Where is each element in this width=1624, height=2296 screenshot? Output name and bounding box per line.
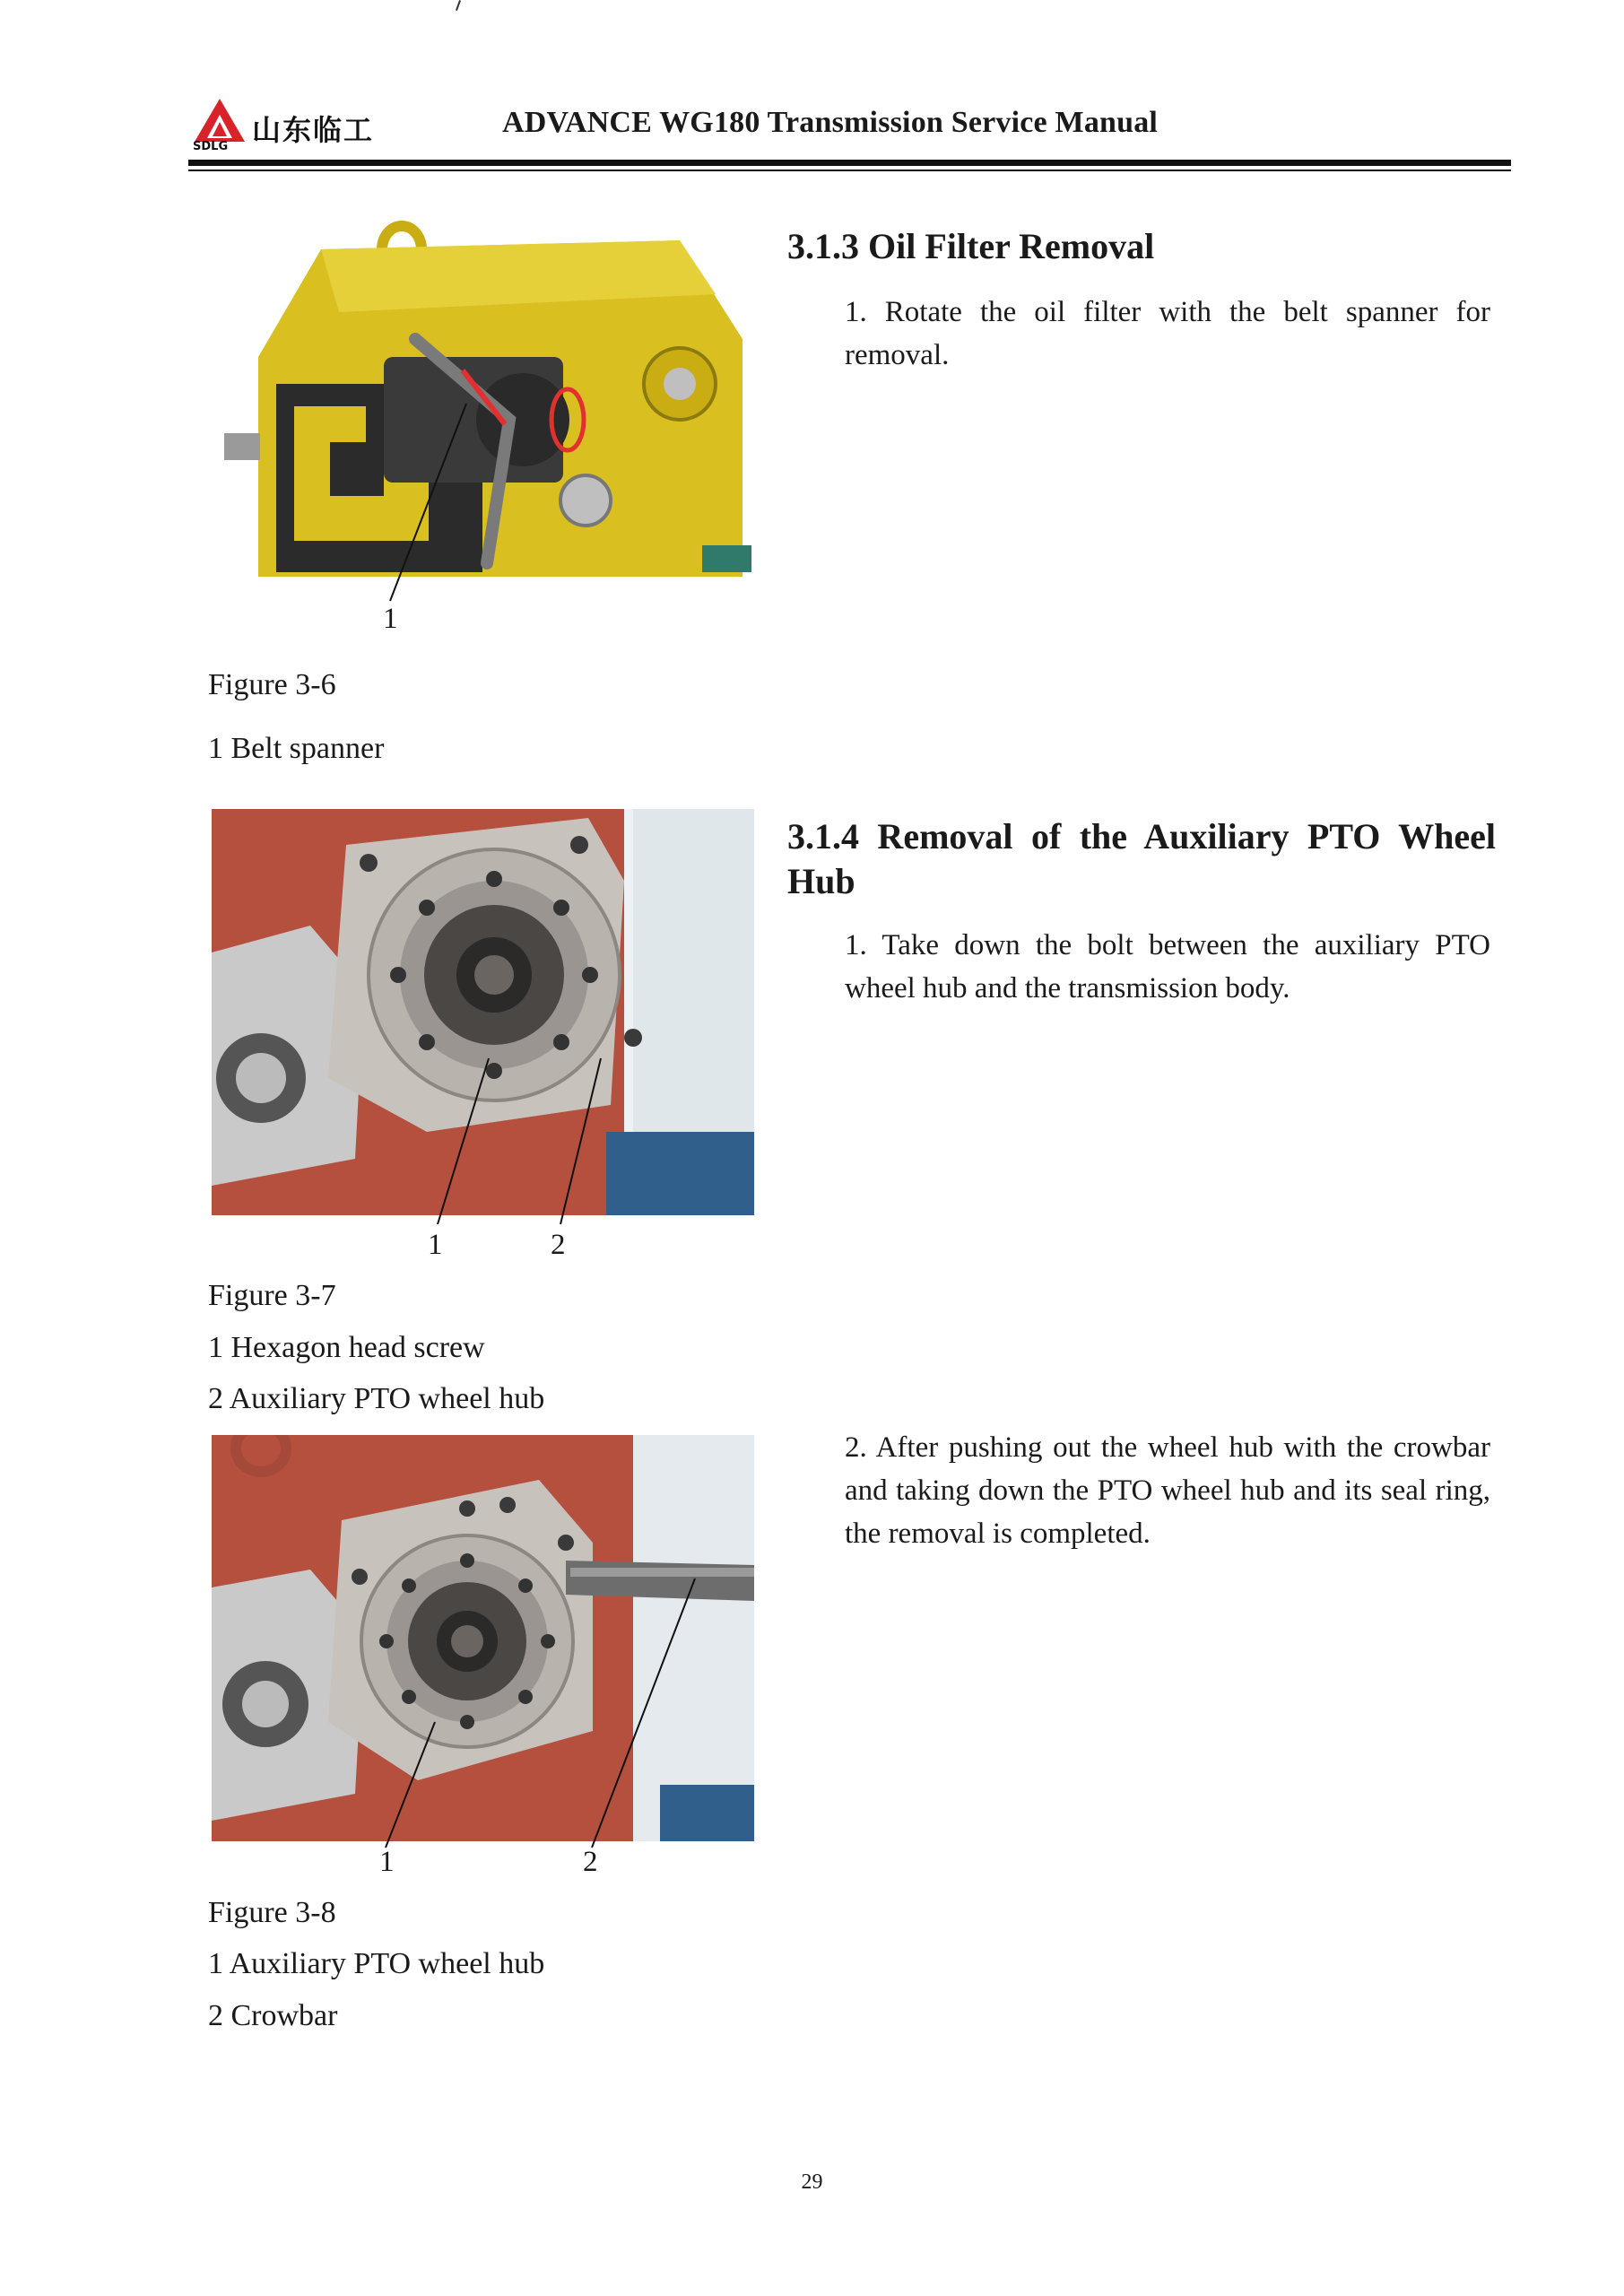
section-3-1-3-heading: 3.1.3 Oil Filter Removal <box>787 226 1155 266</box>
figure-3-7-caption: Figure 3-7 <box>208 1279 336 1312</box>
logo-brand-abbr: SDLG <box>193 140 229 153</box>
figure-3-7-callout-1: 1 <box>428 1229 443 1261</box>
figure-3-6-callout-1: 1 <box>383 603 398 635</box>
figure-3-8-leaders <box>377 1570 708 1861</box>
figure-3-7-legend-1: 1 Hexagon head screw <box>208 1331 485 1364</box>
figure-3-8-legend-1: 1 Auxiliary PTO wheel hub <box>208 1947 545 1980</box>
figure-3-8-caption: Figure 3-8 <box>208 1896 336 1929</box>
sdlg-logo <box>193 95 404 154</box>
figure-3-6-legend-1: 1 Belt spanner <box>208 732 385 765</box>
figure-3-6-caption: Figure 3-6 <box>208 668 336 701</box>
section-3-1-4-heading: 3.1.4 Removal of the Auxiliary PTO Wheel Hub <box>787 816 1496 901</box>
figure-3-8-legend-2: 2 Crowbar <box>208 1999 338 2032</box>
figure-3-6-leader <box>377 399 484 610</box>
manual-title: ADVANCE WG180 Transmission Service Manual <box>502 106 1159 139</box>
header-rule-thick <box>188 160 1511 166</box>
header-rule-thin <box>188 170 1511 171</box>
figure-3-7-leaders <box>421 1054 619 1238</box>
page-number: 29 <box>801 2170 823 2194</box>
section-3-1-3-step-1: 1. Rotate the oil filter with the belt spanner for removal. <box>845 296 1490 371</box>
figure-3-7-legend-2: 2 Auxiliary PTO wheel hub <box>208 1382 545 1415</box>
figure-3-7-callout-2: 2 <box>551 1229 566 1261</box>
figure-3-8-callout-1: 1 <box>379 1846 395 1878</box>
figure-3-8-callout-2: 2 <box>583 1846 598 1878</box>
section-3-1-4-step-2: 2. After pushing out the wheel hub with the crowbar and taking down the PTO wheel hub and its seal ring, the removal is completed. <box>845 1431 1490 1550</box>
section-3-1-4-step-1: 1. Take down the bolt between the auxiliary PTO wheel hub and the transmission body. <box>845 929 1490 1004</box>
logo-brand-cn: 山东临工 <box>252 113 375 147</box>
stray-mark <box>456 0 461 11</box>
